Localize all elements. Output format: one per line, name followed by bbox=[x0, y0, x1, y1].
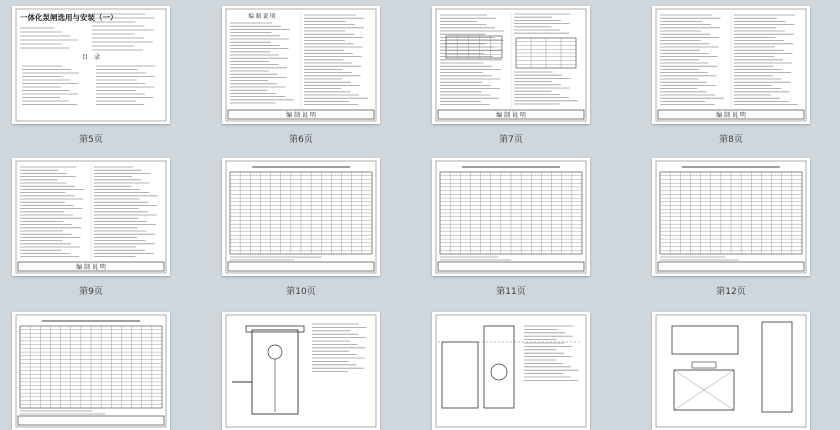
page-number-caption: 第6页 bbox=[289, 135, 313, 145]
page-preview bbox=[12, 6, 170, 124]
page-preview bbox=[222, 6, 380, 124]
page-preview bbox=[652, 6, 810, 124]
title-block-text: 编 制 说 明 bbox=[76, 264, 106, 271]
page-thumbnail[interactable] bbox=[432, 6, 590, 124]
page-number-caption: 第9页 bbox=[79, 287, 103, 297]
page-thumbnail[interactable] bbox=[222, 312, 380, 430]
page-preview bbox=[432, 312, 590, 430]
page-thumbnail[interactable] bbox=[652, 312, 810, 430]
page-thumbnail[interactable] bbox=[222, 158, 380, 276]
page-number-caption: 第10页 bbox=[286, 287, 316, 297]
page-number-caption: 第12页 bbox=[716, 287, 746, 297]
page-number-caption: 第11页 bbox=[496, 287, 526, 297]
page-thumbnail[interactable] bbox=[432, 158, 590, 276]
page-number-caption: 第8页 bbox=[719, 135, 743, 145]
page-preview bbox=[652, 312, 810, 430]
section-heading: 编 制 说 明 bbox=[248, 14, 276, 20]
title-block-text: 编 制 说 明 bbox=[496, 112, 526, 119]
page-thumbnail[interactable] bbox=[222, 6, 380, 124]
document-title: 一体化泵闸选用与安装（一） bbox=[20, 13, 118, 22]
title-block-text: 编 制 说 明 bbox=[286, 112, 316, 119]
page-number-caption: 第7页 bbox=[499, 135, 523, 145]
page-thumbnail[interactable] bbox=[652, 6, 810, 124]
page-preview bbox=[222, 158, 380, 276]
page-number-caption: 第5页 bbox=[79, 135, 103, 145]
page-thumbnail[interactable] bbox=[12, 6, 170, 124]
page-thumbnail[interactable] bbox=[432, 312, 590, 430]
page-preview bbox=[12, 158, 170, 276]
title-block-text: 编 制 说 明 bbox=[716, 112, 746, 119]
page-preview bbox=[432, 158, 590, 276]
page-preview bbox=[652, 158, 810, 276]
contents-heading: 目 录 bbox=[81, 54, 101, 61]
page-thumbnail[interactable] bbox=[12, 312, 170, 430]
page-thumbnail[interactable] bbox=[652, 158, 810, 276]
page-preview bbox=[222, 312, 380, 430]
page-thumbnail[interactable] bbox=[12, 158, 170, 276]
page-preview bbox=[12, 312, 170, 430]
page-preview bbox=[432, 6, 590, 124]
